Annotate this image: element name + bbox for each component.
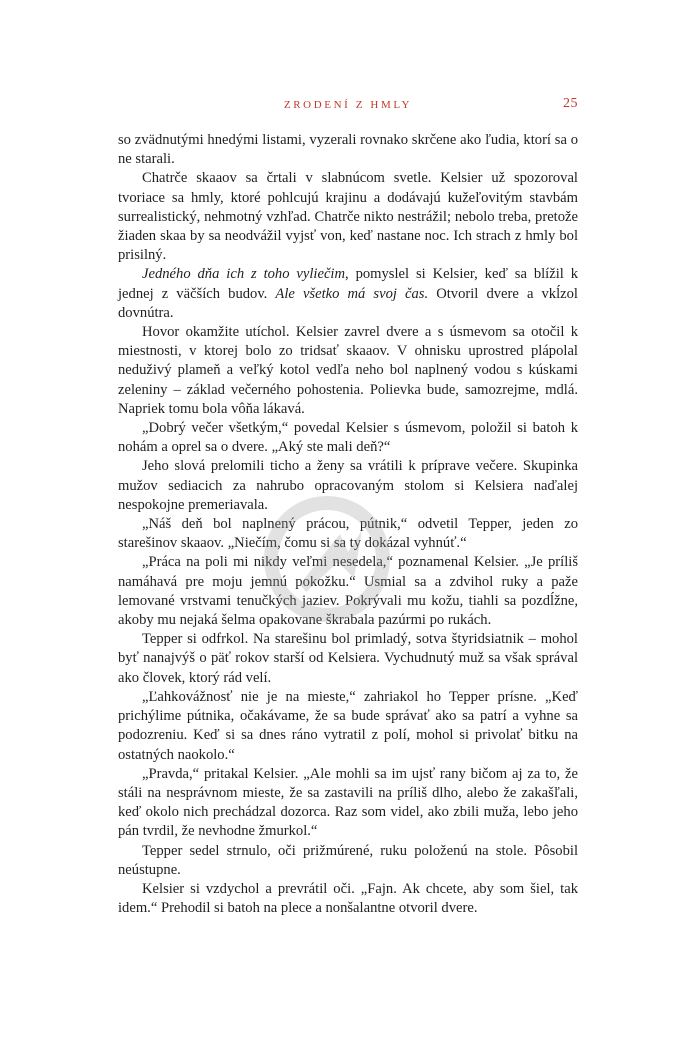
text-run: „Náš deň bol naplnený prácou, pútnik,“ odvetil Tepper, jeden zo starešinov skaaov. „Niečím, čomu si sa ty dokázal vyhnúť.“ xyxy=(118,516,578,552)
paragraph xyxy=(118,765,578,842)
paragraph xyxy=(118,630,578,688)
paragraph xyxy=(118,323,578,419)
text-run: Tepper sedel strnulo, oči prižmúrené, ruku položenú na stole. Pôsobil neústupne. xyxy=(118,842,578,878)
text-run: Tepper si odfrkol. Na starešinu bol primladý, sotva štyridsiatnik – mohol byť nanajvýš o päť rokov starší od Kelsiera. Vychudnutý muž sa však správal ako človek, ktorý rád velí. xyxy=(118,631,578,686)
running-head xyxy=(118,96,578,116)
paragraph xyxy=(118,553,578,630)
italic-thought: Jedného dňa ich z toho vyliečim xyxy=(142,266,346,283)
italic-thought: Ale všetko má svoj čas. xyxy=(275,285,429,302)
body-text xyxy=(118,131,578,918)
text-run: Jeho slová prelomili ticho a ženy sa vrátili k príprave večere. Skupinka mužov sediacich za nahrubo opracovaným stolom si Kelsiera naďalej nespokojne premeriavala. xyxy=(118,458,578,513)
paragraph xyxy=(118,265,578,323)
text-run: „Dobrý večer všetkým,“ povedal Kelsier s úsmevom, položil si batoh k nohám a oprel sa o dvere. „Aký ste mali deň?“ xyxy=(118,420,578,456)
text-run: „Ľahkovážnosť nie je na mieste,“ zahriakol ho Tepper prísne. „Keď prichýlime pútnika, očakávame, že sa bude správať ako sa patrí a vyhne sa podozreniu. Keď si sa dnes ráno vytratil z polí, mohol si privolať bitku na ostatných naokolo.“ xyxy=(118,688,578,763)
text-run: „Pravda,“ pritakal Kelsier. „Ale mohli sa im ujsť rany bičom aj za to, že stáli na nesprávnom mieste, že sa zastavili na príliš dlho, alebo že zakašľali, keď okolo nich prechádzal dozorca. Raz som videl, ako zbili muža, lebo jeho pán tvrdil, že nevhodne žmurkol.“ xyxy=(118,765,578,840)
text-run: Kelsier si vzdychol a prevrátil oči. „Fajn. Ak chcete, aby som šiel, tak idem.“ Prehodil si batoh na plece a nonšalantne otvoril dvere. xyxy=(118,880,578,917)
paragraph xyxy=(118,688,578,765)
text-run: Chatrče skaaov sa črtali v slabnúcom svetle. Kelsier už spozoroval tvoriace sa hmly, ktoré pohlcujú krajinu a dodávajú kužeľovitým stavbám surrealistický, nehmotný vzhľad. Chatrče nikto nestrážil; nebolo treba, pretože žiaden skaa by sa neodvážil vyjsť von, keď nastane noc. Ich strach z hmly bol prisilný. xyxy=(118,170,578,264)
paragraph xyxy=(118,515,578,553)
paragraph xyxy=(118,419,578,457)
page-number: 25 xyxy=(563,96,578,111)
paragraph xyxy=(118,169,578,265)
text-run: , pomyslel si Kelsier, keď sa blížil k jednej z väčších budov. xyxy=(118,266,578,302)
text-run: „Práca na poli mi nikdy veľmi nesedela,“ poznamenal Kelsier. „Je príliš namáhavá pre moju jemnú pokožku.“ Usmial sa a zdvihol ruky a paže lemované vrstvami tenučkých jaziev. Pokrývali mu kožu, tiahli sa pozdĺžne, akoby mu nejaká šelma opakovane škrabala pazúrmi po rukách. xyxy=(118,554,578,629)
text-run: Hovor okamžite utíchol. Kelsier zavrel dvere a s úsmevom sa otočil k miestnosti, v ktorej bolo zo tridsať skaaov. V ohnisku uprostred plápolal neduživý plameň a veľký kotol vedľa neho bol naplnený vodou s kúskami zeleniny – základ večerného pohostenia. Polievka bude, samozrejme, mdlá. Napriek tomu bola vôňa lákavá. xyxy=(118,324,578,417)
text-run: so zvädnutými hnedými listami, vyzerali rovnako skrčene ako ľudia, ktorí sa o ne starali. xyxy=(118,132,578,168)
running-title: ZRODENÍ Z HMLY xyxy=(283,99,413,111)
text-run: Otvoril dvere a vkĺzol dovnútra. xyxy=(118,285,578,321)
paragraph xyxy=(118,131,578,169)
paragraph xyxy=(118,457,578,515)
paragraph xyxy=(118,842,578,880)
paragraph xyxy=(118,880,578,918)
